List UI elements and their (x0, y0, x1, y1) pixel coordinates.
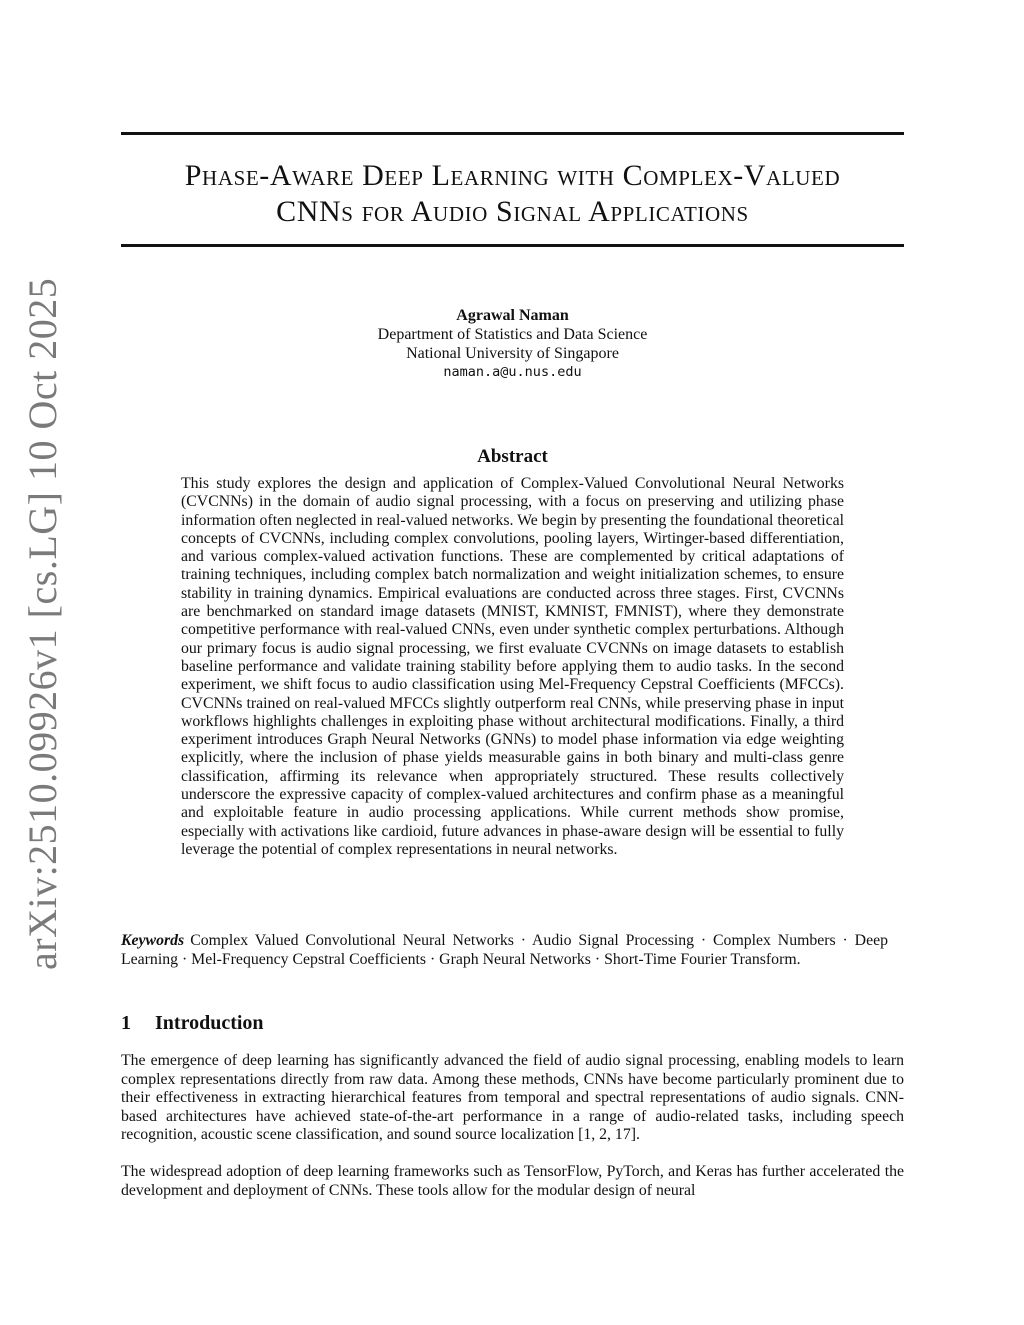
arxiv-identifier-stamp: arXiv:2510.09926v1 [cs.LG] 10 Oct 2025 (20, 277, 65, 970)
author-university: National University of Singapore (406, 345, 619, 362)
paper-title-line-2: CNNs for Audio Signal Applications (276, 195, 749, 228)
introduction-paragraph-2: The widespread adoption of deep learning frameworks such as TensorFlow, PyTorch, and Keras has further accelerated the development and deployment of CNNs. These tools allow for the modular design of neural (121, 1163, 904, 1199)
author-email: naman.a@u.nus.edu (443, 364, 582, 380)
author-name: Agrawal Naman (456, 307, 569, 324)
author-block (260, 306, 765, 382)
section-heading-introduction (121, 1012, 264, 1035)
introduction-paragraph-1: The emergence of deep learning has significantly advanced the field of audio signal processing, enabling models to learn complex representations directly from raw data. Among these methods, CNNs have become particularly prominent due to their effectiveness in extracting hierarchical features from temporal and spectral representations of audio signals. CNN-based architectures have achieved state-of-the-art performance in a range of audio-related tasks, including speech recognition, acoustic scene classification, and sound source localization [1, 2, 17]. (121, 1052, 904, 1144)
section-number: 1 (121, 1012, 131, 1034)
paper-title-line-1: Phase-Aware Deep Learning with Complex-Valued (184, 159, 841, 192)
title-bottom-rule (121, 244, 904, 247)
abstract-text: This study explores the design and application of Complex-Valued Convolutional Neural Networks (CVCNNs) in the domain of audio signal processing, with a focus on preserving and utilizing phase information often neglected in real-valued networks. We begin by presenting the foundational theoretical concepts of CVCNNs, including complex convolutions, pooling layers, Wirtinger-based differentiation, and various complex-valued activation functions. These are complemented by critical adaptations of training techniques, including complex batch normalization and weight initialization schemes, to ensure stability in training dynamics. Empirical evaluations are conducted across three stages. First, CVCNNs are benchmarked on standard image datasets (MNIST, KMNIST, FMNIST), where they demonstrate competitive performance with real-valued CNNs, even under synthetic complex perturbations. Although our primary focus is audio signal processing, we first evaluate CVCNNs on image datasets to establish baseline performance and validate training stability before applying them to audio tasks. In the second experiment, we shift focus to audio classification using Mel-Frequency Cepstral Coefficients (MFCCs). CVCNNs trained on real-valued MFCCs slightly outperform real CNNs, while preserving phase in input workflows highlights challenges in exploiting phase without architectural modifications. Finally, a third experiment introduces Graph Neural Networks (GNNs) to model phase information via edge weighting explicitly, where the inclusion of phase yields measurable gains in both binary and multi-class genre classification, affirming its relevance when appropriately structured. These results collectively underscore the expressive capacity of complex-valued architectures and confirm phase as a meaningful and exploitable feature in audio processing applications. While current methods show promise, especially with activations like cardioid, future advances in phase-aware design will be essential to fully leverage the potential of complex representations in neural networks. (181, 475, 844, 858)
keywords-text: Complex Valued Convolutional Neural Networks · Audio Signal Processing · Complex Numbers · Deep Learning · Mel-Frequency Cepstral Coefficients · Graph Neural Networks · Short-Time Fourier Transform. (121, 932, 888, 968)
keywords-paragraph (121, 932, 888, 970)
paper-title (121, 158, 904, 230)
keywords-label: Keywords (121, 932, 185, 949)
section-title: Introduction (155, 1012, 264, 1034)
author-department: Department of Statistics and Data Science (377, 326, 648, 343)
title-top-rule (121, 132, 904, 135)
abstract-heading: Abstract (477, 446, 548, 467)
